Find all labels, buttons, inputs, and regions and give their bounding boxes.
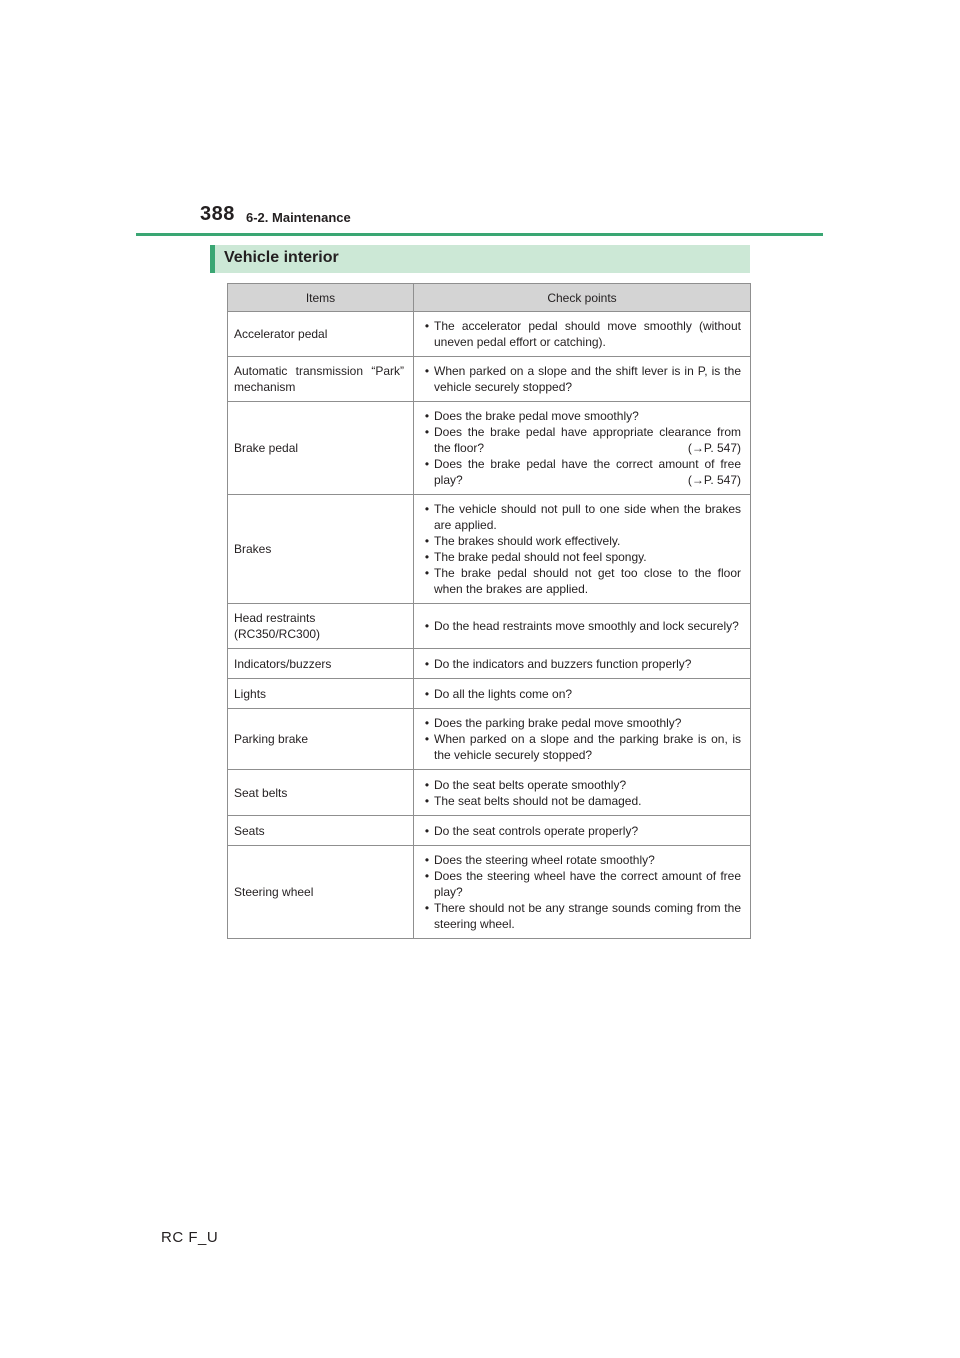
item-cell: Seat belts [228,770,414,816]
check-points-cell [414,312,751,357]
check-point-text [434,549,741,565]
heading-title: Vehicle interior [224,249,339,266]
check-points-cell [414,402,751,495]
check-point-text [434,533,741,549]
table-body [228,312,751,939]
item-cell: Seats [228,816,414,846]
check-points-cell [414,709,751,770]
check-point [420,549,741,565]
bullet-icon: • [424,716,430,730]
check-point [420,618,741,634]
bullet-icon: • [424,457,430,471]
check-point-body: Do the seat belts operate smoothly? [434,777,627,792]
item-cell: Lights [228,679,414,709]
bullet-icon: • [424,502,430,516]
table-row [228,312,751,357]
check-point-text [434,565,741,597]
check-point-body: Do the seat controls operate properly? [434,823,639,838]
bullet-icon: • [424,656,430,671]
bullet-icon: • [424,409,430,423]
check-point [420,501,741,533]
check-point-text [434,363,741,395]
check-point-text [434,424,741,456]
check-point-body: Does the steering wheel rotate smoothly? [434,853,655,867]
item-cell: Accelerator pedal [228,312,414,357]
check-point-body: The brake pedal should not get too close to the floor when the brakes are applied. [434,566,741,596]
table-row [228,709,751,770]
bullet-icon: • [424,425,430,439]
page-reference: (→P. 547) [687,441,741,455]
table-row [228,846,751,939]
check-points-cell [414,770,751,816]
check-point-body: When parked on a slope and the parking brake is on, is the vehicle securely stopped? [434,732,741,762]
check-point-text [434,900,741,932]
check-point-text [434,318,741,350]
check-points-cell [414,604,751,649]
item-cell: Head restraints (RC350/RC300) [228,604,414,649]
check-point-text [434,777,741,793]
check-point-body: The accelerator pedal should move smoothly (without uneven pedal effort or catching). [434,319,741,349]
check-point-text [434,715,741,731]
check-point-body: Does the brake pedal have appropriate clearance from the floor? [434,425,741,455]
bullet-icon: • [424,534,430,548]
check-point-text [434,731,741,763]
check-point [420,900,741,932]
check-point-text [434,618,741,634]
check-point-body: The brakes should work effectively. [434,534,621,548]
check-point [420,656,741,672]
table-row [228,357,751,402]
bullet-icon: • [424,869,430,883]
table-header-row [228,284,751,312]
check-point-body: The seat belts should not be damaged. [434,793,642,808]
bullet-icon: • [424,732,430,746]
check-point-text [434,852,741,868]
check-point-body: There should not be any strange sounds coming from the steering wheel. [434,901,741,931]
check-points-cell [414,679,751,709]
check-point [420,686,741,702]
check-point [420,408,741,424]
table-row [228,770,751,816]
check-point [420,777,741,793]
table-row [228,495,751,604]
check-point-text [434,823,741,839]
check-point-text [434,868,741,900]
check-point-body: Does the brake pedal move smoothly? [434,409,639,423]
check-point [420,424,741,456]
heading-bar [210,245,750,273]
check-point-body: Do the head restraints move smoothly and lock securely? [434,619,739,633]
item-cell: Parking brake [228,709,414,770]
table-row [228,649,751,679]
check-points-cell [414,846,751,939]
check-point [420,731,741,763]
bullet-icon: • [424,823,430,838]
column-header-check-points: Check points [414,284,751,312]
item-cell: Indicators/buzzers [228,649,414,679]
check-point-body: When parked on a slope and the shift lever is in P, is the vehicle securely stopped? [434,364,741,394]
check-points-cell [414,495,751,604]
item-cell: Brakes [228,495,414,604]
bullet-icon: • [424,319,430,333]
check-point-body: Does the brake pedal have the correct amount of free play? [434,457,741,487]
check-point-text [434,656,741,672]
bullet-icon: • [424,853,430,867]
check-point-body: Do all the lights come on? [434,686,573,701]
bullet-icon: • [424,777,430,792]
check-point [420,868,741,900]
footer-code: RC F_U [161,1229,219,1246]
bullet-icon: • [424,566,430,580]
check-point [420,715,741,731]
bullet-icon: • [424,793,430,808]
check-point-text [434,501,741,533]
check-point [420,793,741,809]
check-point-text [434,686,741,702]
check-points-cell [414,357,751,402]
table-row [228,816,751,846]
bullet-icon: • [424,364,430,378]
check-point [420,318,741,350]
bullet-icon: • [424,686,430,701]
page-reference: (→P. 547) [687,473,741,487]
section-title: 6-2. Maintenance [246,210,351,225]
bullet-icon: • [424,901,430,915]
check-point-body: The vehicle should not pull to one side when the brakes are applied. [434,502,741,532]
column-header-items: Items [228,284,414,312]
check-point [420,823,741,839]
table-row [228,402,751,495]
header-rule [136,233,823,236]
item-cell: Brake pedal [228,402,414,495]
check-point [420,565,741,597]
check-point-text [434,793,741,809]
table-row [228,604,751,649]
page-number: 388 [200,203,235,225]
bullet-icon: • [424,550,430,564]
check-point [420,852,741,868]
check-point [420,363,741,395]
heading-accent [210,245,215,273]
check-point-body: Do the indicators and buzzers function properly? [434,656,692,671]
check-table [227,283,751,939]
check-point-body: Does the steering wheel have the correct amount of free play? [434,869,741,899]
check-point [420,456,741,488]
check-point-text [434,456,741,488]
check-point-text [434,408,741,424]
item-cell: Steering wheel [228,846,414,939]
check-points-cell [414,649,751,679]
bullet-icon: • [424,619,430,633]
check-points-cell [414,816,751,846]
table-row [228,679,751,709]
item-cell: Automatic transmission “Park” mechanism [228,357,414,402]
check-point [420,533,741,549]
check-point-body: Does the parking brake pedal move smoothly? [434,716,682,730]
check-point-body: The brake pedal should not feel spongy. [434,550,647,564]
